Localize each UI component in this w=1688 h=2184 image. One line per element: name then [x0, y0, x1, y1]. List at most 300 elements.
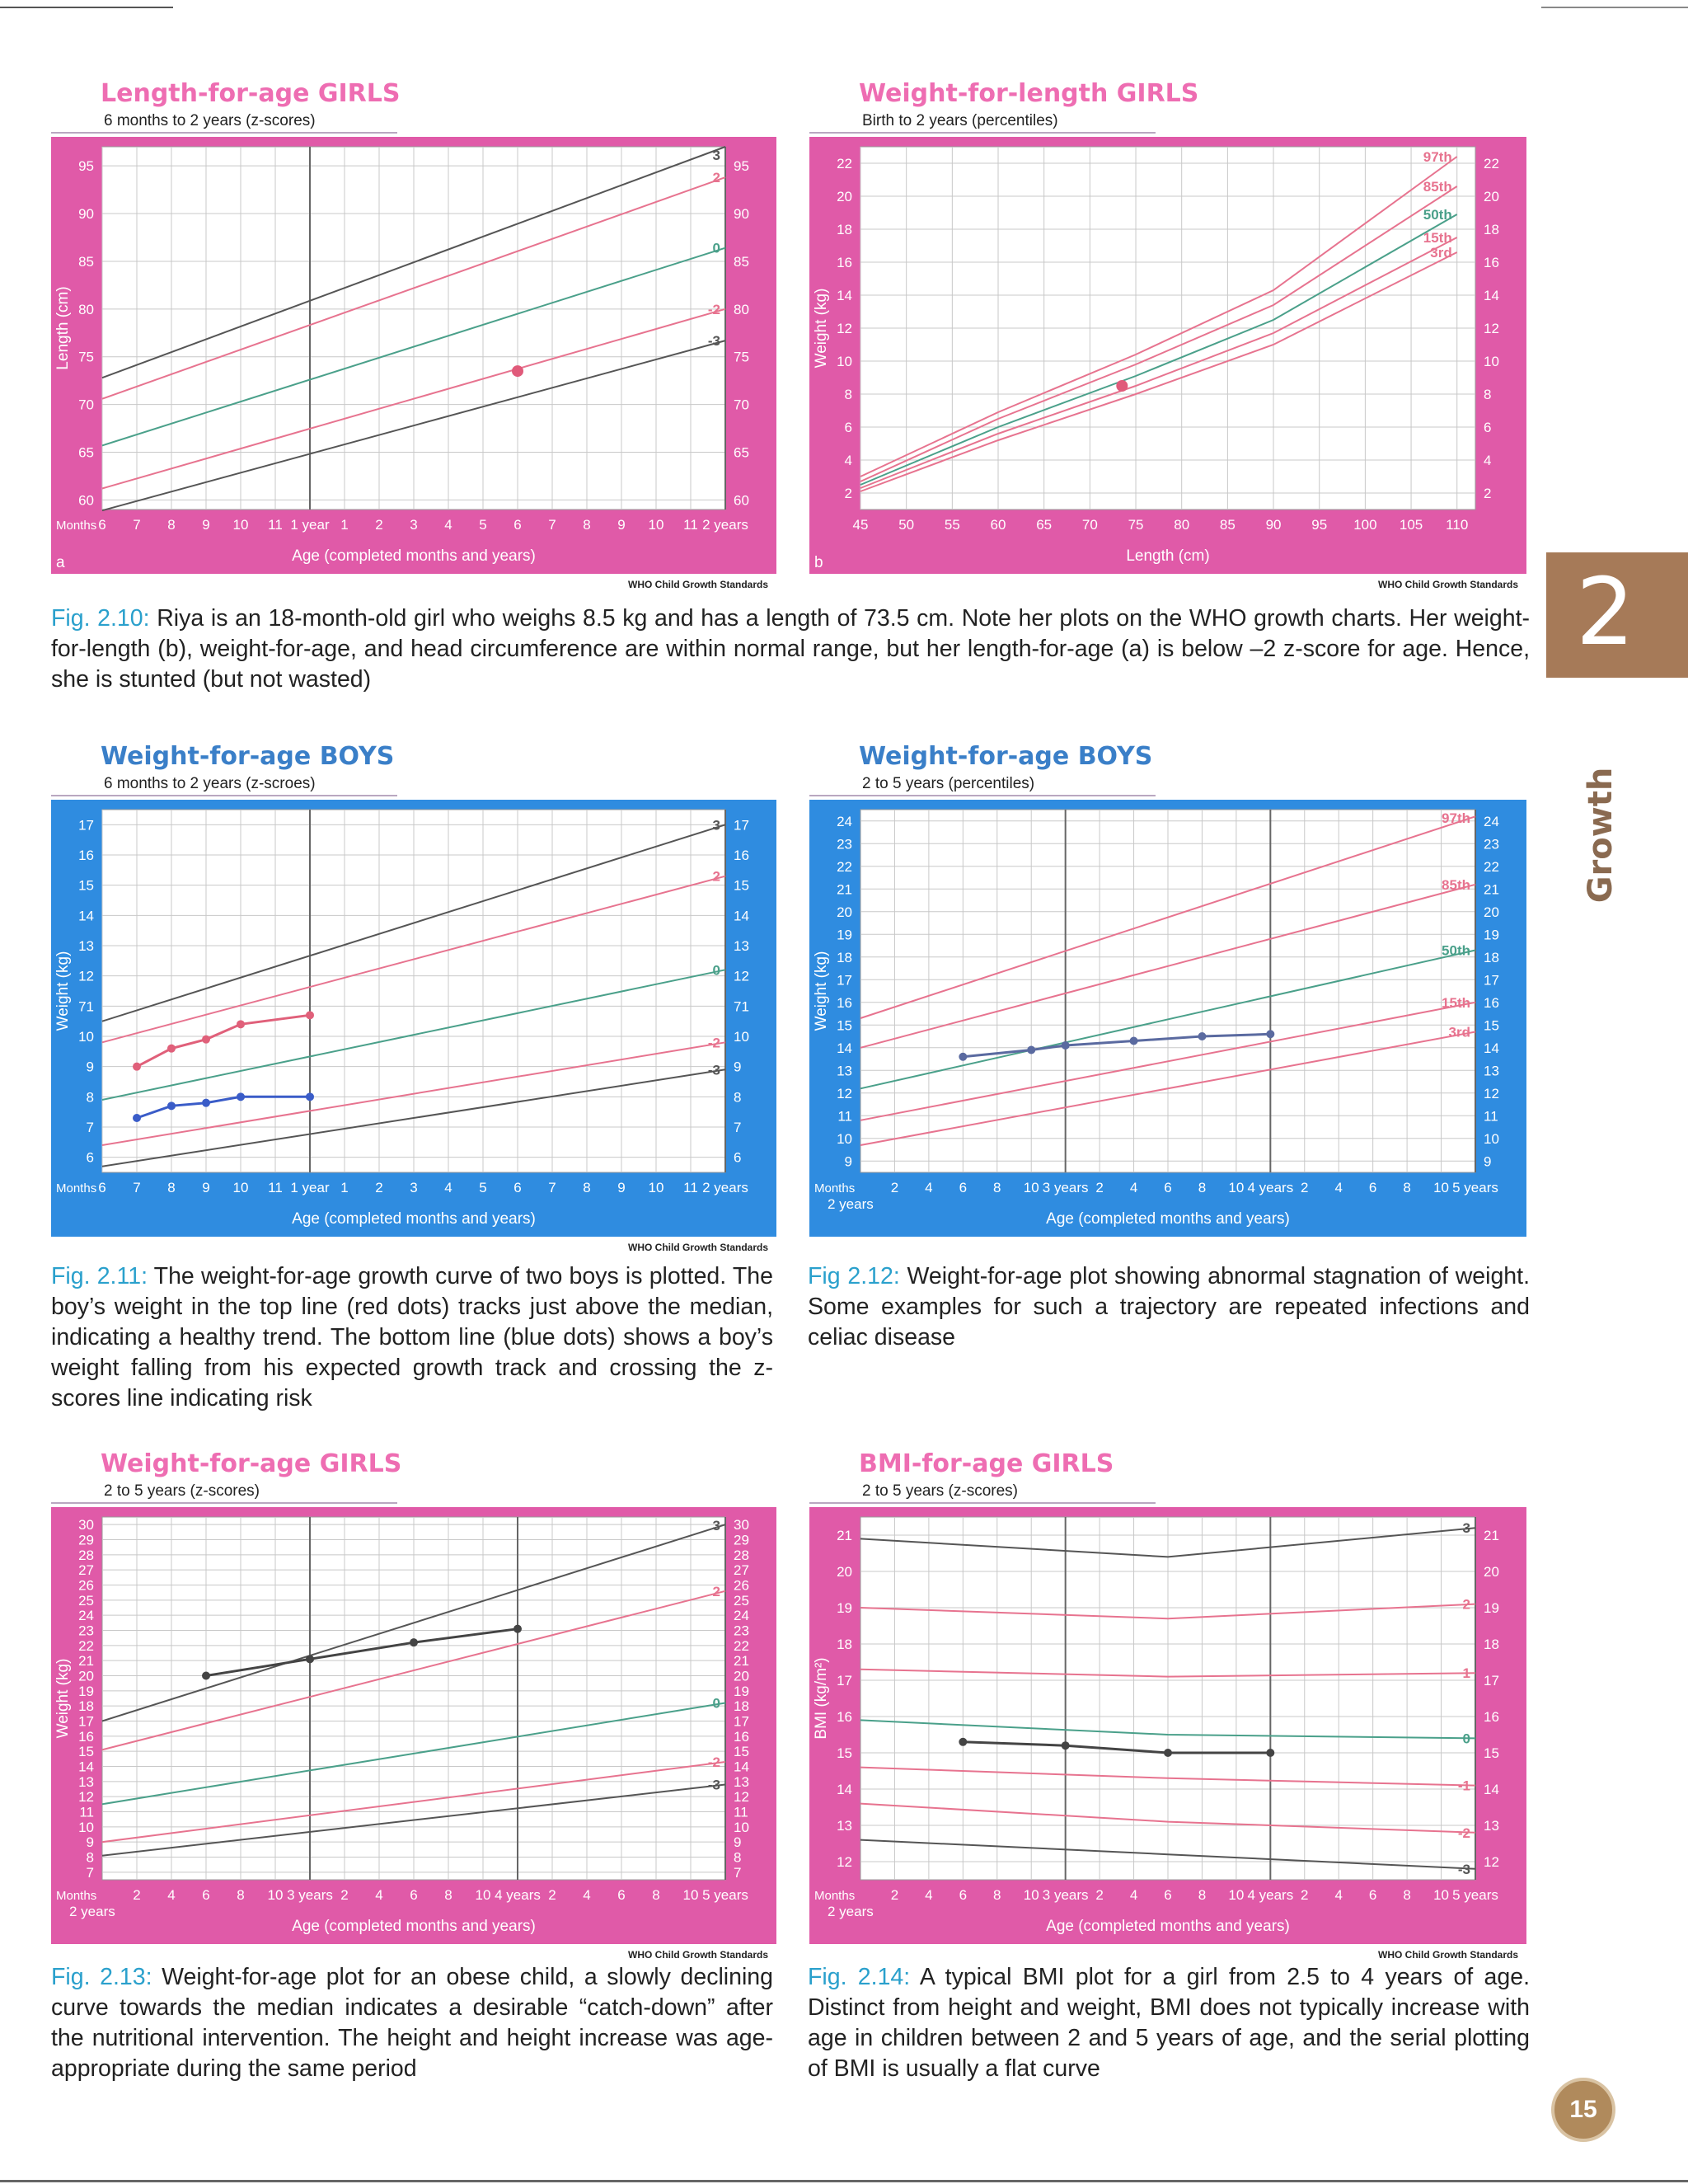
- y-tick-label-right: 24: [1484, 813, 1499, 829]
- data-point: [512, 365, 523, 377]
- x-axis-label: Age (completed months and years): [292, 1210, 536, 1228]
- x-tick-label: 2: [340, 1887, 349, 1903]
- y-tick-label-left: 71: [78, 998, 94, 1015]
- x-tick-label: 4: [167, 1887, 176, 1903]
- x-tick-label: 6: [1164, 1180, 1172, 1195]
- data-point: [306, 1655, 314, 1663]
- series-label: -2: [707, 1035, 720, 1051]
- x-axis-label: Age (completed months and years): [292, 547, 536, 565]
- series-label: 85th: [1442, 876, 1470, 893]
- title-rule: [51, 132, 397, 134]
- x-tick-label: 7: [548, 517, 556, 533]
- y-tick-label-right: 15: [1484, 1745, 1499, 1761]
- y-tick-label-left: 27: [78, 1562, 94, 1579]
- x-tick-label: 2: [1301, 1887, 1309, 1903]
- y-tick-label-right: 8: [734, 1089, 742, 1106]
- caption-fig-2-13: [51, 1962, 773, 2084]
- series-label: 0: [712, 240, 720, 256]
- x-tick-label: 3 years: [1042, 1180, 1089, 1195]
- y-tick-label-left: 30: [78, 1517, 94, 1533]
- x-tick-label: 4 years: [1247, 1887, 1294, 1903]
- x-tick-label: 4 years: [1247, 1180, 1294, 1195]
- y-tick-label-right: 4: [1484, 453, 1492, 468]
- x-tick-label: 11: [683, 1180, 698, 1195]
- x-unit-label: Months: [814, 1181, 856, 1195]
- y-tick-label-left: 18: [78, 1698, 94, 1715]
- chart-subtitle: 6 months to 2 years (z-scores): [104, 112, 316, 129]
- y-tick-label-right: 14: [1484, 288, 1499, 303]
- data-point: [202, 1099, 210, 1107]
- x-tick-label: 3 years: [1042, 1887, 1089, 1903]
- y-tick-label-left: 95: [78, 158, 94, 175]
- series-label: -2: [1457, 1825, 1470, 1841]
- y-tick-label-right: 9: [734, 1059, 742, 1075]
- y-tick-label-left: 11: [837, 1108, 852, 1125]
- series-label: 2: [712, 170, 720, 186]
- x-tick-label: 65: [1036, 517, 1053, 533]
- y-tick-label-right: 12: [734, 968, 749, 984]
- y-tick-label-right: 9: [1484, 1153, 1492, 1170]
- title-rule: [809, 132, 1156, 134]
- y-tick-label-right: 25: [734, 1592, 749, 1609]
- x-tick-label: 5: [479, 1180, 487, 1195]
- y-tick-label-left: 22: [78, 1637, 94, 1654]
- y-tick-label-left: 7: [86, 1120, 94, 1135]
- y-tick-label-right: 13: [1484, 1818, 1499, 1834]
- x-tick-label: 4: [1334, 1887, 1343, 1903]
- y-tick-label-left: 19: [78, 1683, 94, 1699]
- y-axis-label: Weight (kg): [813, 288, 830, 369]
- y-tick-label-right: 65: [734, 444, 749, 461]
- y-tick-label-right: 22: [1484, 156, 1499, 171]
- x-tick-label: 4: [1129, 1887, 1138, 1903]
- x-tick-label: 6: [1368, 1180, 1377, 1195]
- y-tick-label-left: 80: [78, 301, 94, 317]
- panel-letter: b: [814, 554, 823, 571]
- y-tick-label-right: 14: [734, 908, 749, 924]
- y-tick-label-left: 22: [837, 156, 852, 171]
- y-tick-label-right: 18: [734, 1698, 749, 1715]
- x-tick-label: 2: [890, 1180, 899, 1195]
- series-label: 15th: [1442, 994, 1470, 1011]
- caption-text: Weight-for-age plot for an obese child, a slowly declining curve towards the median indicates a desirable “catch-down” after the nutritional intervention. The height and height increase was age-appropriate during the same period: [51, 1964, 773, 2082]
- chart-source: WHO Child Growth Standards: [1378, 1949, 1518, 1961]
- y-tick-label-right: 8: [1484, 387, 1492, 402]
- x-tick-label: 1 year: [290, 517, 330, 533]
- series-label: 15th: [1423, 230, 1452, 246]
- y-tick-label-left: 16: [78, 848, 94, 863]
- x-tick-label: 6: [410, 1887, 418, 1903]
- y-tick-label-left: 65: [78, 444, 94, 461]
- y-tick-label-right: 18: [1484, 949, 1499, 965]
- y-tick-label-right: 10: [1484, 354, 1499, 369]
- series-label: 1: [1462, 1665, 1470, 1682]
- y-tick-label-right: 12: [1484, 321, 1499, 336]
- x-tick-label: 4 years: [495, 1887, 541, 1903]
- x-tick-label: 50: [898, 517, 915, 533]
- x-tick-label: 105: [1399, 517, 1423, 533]
- series-label: 3rd: [1448, 1024, 1470, 1040]
- x-tick-label: 6: [1368, 1887, 1377, 1903]
- series-label: 97th: [1423, 149, 1452, 165]
- y-tick-label-left: 10: [78, 1029, 94, 1045]
- data-point: [1130, 1037, 1138, 1045]
- x-tick-label: 5: [479, 517, 487, 533]
- data-point: [306, 1092, 314, 1101]
- x-unit-label: Months: [56, 1181, 97, 1195]
- caption-fig-label: Fig. 2.14:: [808, 1964, 911, 1990]
- x-tick-label: 2: [133, 1887, 141, 1903]
- y-tick-label-left: 10: [837, 1130, 852, 1147]
- chart-title: BMI-for-age GIRLS: [859, 1449, 1114, 1478]
- y-tick-label-right: 17: [734, 817, 749, 834]
- y-tick-label-right: 9: [734, 1834, 742, 1851]
- title-rule: [809, 795, 1156, 796]
- chart-svg: [51, 800, 776, 1237]
- x-tick-label: 10: [648, 517, 664, 533]
- y-tick-label-left: 12: [837, 1854, 852, 1870]
- series-label: -2: [707, 1754, 720, 1770]
- x-tick-label: 1: [340, 517, 349, 533]
- series-label: -3: [707, 1062, 720, 1078]
- y-tick-label-left: 15: [837, 1745, 852, 1761]
- data-point: [167, 1101, 176, 1110]
- x-tick-label: 6: [98, 517, 106, 533]
- data-point: [202, 1672, 210, 1680]
- chart-bmi-for-age-girls: [809, 1449, 1526, 1962]
- y-tick-label-right: 13: [1484, 1063, 1499, 1079]
- y-tick-label-right: 16: [1484, 994, 1499, 1011]
- series-label: 3rd: [1430, 245, 1452, 261]
- x-tick-label: 5 years: [1452, 1887, 1498, 1903]
- series-label: 3: [712, 1518, 720, 1533]
- caption-text: Riya is an 18-month-old girl who weighs 8.5 kg and has a length of 73.5 cm. Note her plots on the WHO growth charts. Her weight-for-length (b), weight-for-age, and head circumference are within normal range, but her length-for-age (a) is below –2 z-score for age. Hence, she is stunted (but not wasted): [51, 605, 1530, 693]
- y-tick-label-right: 18: [1484, 1637, 1499, 1652]
- y-tick-label-left: 21: [78, 1653, 94, 1670]
- y-tick-label-right: 16: [1484, 1709, 1499, 1725]
- y-tick-label-left: 29: [78, 1532, 94, 1548]
- chart-subtitle: 2 to 5 years (z-scores): [104, 1482, 260, 1500]
- y-axis-label: Length (cm): [54, 286, 72, 370]
- x-tick-label: 10: [682, 1887, 699, 1903]
- chart-length-for-age-girls: [51, 79, 776, 590]
- y-tick-label-right: 20: [1484, 904, 1499, 920]
- x-tick-label: 5 years: [702, 1887, 748, 1903]
- y-tick-label-right: 26: [734, 1577, 749, 1594]
- y-tick-label-right: 16: [734, 1728, 749, 1745]
- series-label: 2: [1462, 1596, 1470, 1613]
- x-tick-label: 7: [133, 1180, 141, 1195]
- chart-title: Weight-for-age BOYS: [859, 742, 1153, 771]
- x-tick-label: 10: [475, 1887, 491, 1903]
- y-tick-label-right: 20: [1484, 189, 1499, 204]
- chart-source: WHO Child Growth Standards: [628, 579, 768, 590]
- y-tick-label-left: 9: [844, 1153, 852, 1170]
- x-tick-label: 6: [202, 1887, 210, 1903]
- y-tick-label-right: 6: [1484, 420, 1492, 435]
- y-tick-label-left: 13: [78, 1773, 94, 1790]
- x-tick-label: 6: [513, 517, 522, 533]
- series-label: -2: [707, 301, 720, 317]
- x-tick-label: 2: [1095, 1180, 1104, 1195]
- y-tick-label-left: 22: [837, 858, 852, 875]
- top-rule-right: [1541, 7, 1688, 8]
- x-tick-label: 75: [1128, 517, 1144, 533]
- y-tick-label-left: 15: [837, 1017, 852, 1034]
- y-tick-label-right: 29: [734, 1532, 749, 1548]
- y-tick-label-right: 17: [1484, 1673, 1499, 1688]
- x-tick-label: 100: [1353, 517, 1377, 533]
- y-tick-label-right: 17: [1484, 972, 1499, 989]
- series-label: 85th: [1423, 179, 1452, 195]
- chart-svg: [51, 137, 776, 574]
- series-label: 3: [712, 148, 720, 163]
- y-tick-label-left: 13: [837, 1818, 852, 1834]
- x-tick-label: 10: [1433, 1180, 1450, 1195]
- y-tick-label-right: 70: [734, 397, 749, 413]
- x-tick-label: 10: [232, 1180, 249, 1195]
- x-tick-label: 70: [1081, 517, 1098, 533]
- y-tick-label-left: 12: [837, 321, 852, 336]
- y-tick-label-left: 15: [78, 1744, 94, 1760]
- x-tick-label: 6: [959, 1887, 968, 1903]
- y-tick-label-right: 12: [1484, 1854, 1499, 1870]
- chart-title: Weight-for-length GIRLS: [859, 79, 1199, 108]
- data-point: [202, 1036, 210, 1044]
- series-label: -3: [707, 333, 720, 350]
- x-tick-label: 2 years: [702, 1180, 748, 1195]
- data-point: [306, 1011, 314, 1019]
- series-label: 3: [1462, 1520, 1470, 1537]
- section-word: Growth: [1582, 767, 1620, 904]
- y-tick-label-left: 8: [86, 1849, 94, 1866]
- y-tick-label-right: 22: [1484, 858, 1499, 875]
- y-tick-label-right: 10: [734, 1819, 749, 1835]
- chart-title: Weight-for-age BOYS: [101, 742, 395, 771]
- y-tick-label-left: 12: [78, 968, 94, 984]
- bottom-rule: [0, 2180, 1688, 2182]
- y-tick-label-right: 28: [734, 1547, 749, 1563]
- x-tick-label: 8: [237, 1887, 245, 1903]
- x-tick-label: 4: [375, 1887, 383, 1903]
- y-axis-label: Weight (kg): [54, 951, 72, 1031]
- data-point: [513, 1625, 522, 1633]
- y-tick-label-right: 11: [1484, 1108, 1498, 1125]
- data-point: [1198, 1032, 1206, 1040]
- y-tick-label-left: 14: [78, 908, 94, 924]
- x-tick-label: 8: [1403, 1887, 1411, 1903]
- series-label: 2: [712, 1583, 720, 1599]
- caption-fig-label: Fig. 2.13:: [51, 1964, 152, 1990]
- x-tick-label: 8: [993, 1887, 1001, 1903]
- x-tick-label: 10: [1023, 1180, 1039, 1195]
- y-tick-label-left: 10: [78, 1819, 94, 1835]
- y-tick-label-left: 8: [844, 387, 852, 402]
- x-tick-label: 90: [1265, 517, 1282, 533]
- caption-fig-2-14: [808, 1962, 1530, 2084]
- y-tick-label-left: 12: [78, 1789, 94, 1806]
- chart-weight-for-age-girls: [51, 1449, 776, 1962]
- x-tick-label: 1 year: [290, 1180, 330, 1195]
- series-label: 50th: [1423, 207, 1452, 223]
- caption-fig-2-12: [808, 1261, 1530, 1353]
- x-tick-label: 95: [1311, 517, 1328, 533]
- x-tick-label: 9: [617, 517, 626, 533]
- series-label: 0: [1462, 1731, 1470, 1747]
- y-tick-label-right: 19: [1484, 1600, 1499, 1616]
- y-tick-label-right: 6: [734, 1149, 742, 1166]
- x-tick-label: 2: [1301, 1180, 1309, 1195]
- data-point: [1062, 1741, 1070, 1750]
- y-tick-label-left: 9: [86, 1059, 94, 1075]
- series-label: 0: [712, 962, 720, 979]
- x-tick-label: 6: [1164, 1887, 1172, 1903]
- x-tick-label: 3: [410, 517, 418, 533]
- y-tick-label-right: 15: [1484, 1017, 1499, 1034]
- caption-fig-2-11: [51, 1261, 773, 1414]
- y-tick-label-left: 90: [78, 206, 94, 223]
- x-tick-label: 3: [410, 1180, 418, 1195]
- y-tick-label-left: 20: [78, 1668, 94, 1684]
- x-tick-label: 4: [925, 1887, 933, 1903]
- y-tick-label-right: 60: [734, 492, 749, 509]
- y-tick-label-left: 21: [837, 881, 852, 898]
- y-tick-label-right: 20: [734, 1668, 749, 1684]
- x-tick-label: 55: [944, 517, 960, 533]
- chart-weight-for-age-boys-percentiles: [809, 742, 1526, 1253]
- x-tick-label: 8: [167, 1180, 176, 1195]
- y-tick-label-left: 19: [837, 927, 852, 943]
- y-tick-label-right: 19: [1484, 927, 1499, 943]
- x-tick-label: 6: [98, 1180, 106, 1195]
- y-tick-label-left: 2: [844, 486, 852, 501]
- y-tick-label-left: 23: [78, 1623, 94, 1639]
- x-tick-label: 8: [583, 517, 591, 533]
- series-label: -3: [1457, 1861, 1470, 1877]
- x-tick-label: 11: [683, 517, 698, 533]
- x-tick-label: 8: [1403, 1180, 1411, 1195]
- x-tick-label: 8: [652, 1887, 660, 1903]
- y-tick-label-left: 9: [86, 1834, 94, 1851]
- x-tick-label: 9: [202, 1180, 210, 1195]
- data-point: [133, 1063, 141, 1071]
- y-tick-label-right: 14: [734, 1759, 749, 1775]
- y-tick-label-right: 13: [734, 1773, 749, 1790]
- y-tick-label-left: 4: [844, 453, 852, 468]
- y-tick-label-left: 20: [837, 189, 852, 204]
- x-unit-label: Months: [56, 1889, 97, 1903]
- y-tick-label-left: 17: [78, 1713, 94, 1730]
- y-tick-label-right: 16: [734, 848, 749, 863]
- y-tick-label-right: 19: [734, 1683, 749, 1699]
- x-tick-label: 4: [583, 1887, 591, 1903]
- x-tick-label: 10: [1228, 1887, 1245, 1903]
- x-tick-label: 3 years: [287, 1887, 333, 1903]
- x-tick-label: 6: [513, 1180, 522, 1195]
- y-tick-label-left: 11: [79, 1804, 94, 1820]
- x-tick-label: 2: [548, 1887, 556, 1903]
- series-label: 2: [712, 868, 720, 885]
- y-tick-label-left: 60: [78, 492, 94, 509]
- y-tick-label-left: 13: [78, 938, 94, 954]
- x-tick-label: 11: [268, 517, 283, 533]
- title-rule: [51, 795, 397, 796]
- series-label: -3: [707, 1777, 720, 1793]
- x-tick-label: 8: [444, 1887, 452, 1903]
- data-point: [237, 1092, 245, 1101]
- x-start-label: 2 years: [828, 1196, 874, 1212]
- y-tick-label-left: 13: [837, 1063, 852, 1079]
- y-tick-label-left: 15: [78, 877, 94, 894]
- y-tick-label-right: 75: [734, 349, 749, 365]
- top-rule: [0, 7, 173, 8]
- x-tick-label: 10: [1023, 1887, 1039, 1903]
- data-point: [1116, 380, 1128, 392]
- y-axis-label: BMI (kg/m²): [813, 1657, 830, 1740]
- y-tick-label-right: 13: [734, 938, 749, 954]
- y-tick-label-left: 16: [837, 994, 852, 1011]
- x-axis-label: Age (completed months and years): [292, 1918, 536, 1935]
- x-tick-label: 8: [993, 1180, 1001, 1195]
- data-point: [410, 1638, 418, 1646]
- x-tick-label: 4: [1334, 1180, 1343, 1195]
- data-point: [1266, 1749, 1274, 1757]
- x-tick-label: 8: [1198, 1180, 1207, 1195]
- y-tick-label-left: 19: [837, 1600, 852, 1616]
- x-tick-label: 10: [232, 517, 249, 533]
- y-tick-label-right: 7: [734, 1120, 742, 1135]
- chart-svg: [51, 1507, 776, 1944]
- x-tick-label: 6: [617, 1887, 626, 1903]
- y-tick-label-right: 8: [734, 1849, 742, 1866]
- x-tick-label: 6: [959, 1180, 968, 1195]
- data-point: [959, 1053, 967, 1061]
- x-tick-label: 9: [202, 517, 210, 533]
- y-tick-label-left: 18: [837, 949, 852, 965]
- x-tick-label: 2 years: [702, 517, 748, 533]
- y-tick-label-right: 18: [1484, 222, 1499, 237]
- y-tick-label-right: 80: [734, 301, 749, 317]
- title-rule: [809, 1502, 1156, 1504]
- y-tick-label-left: 70: [78, 397, 94, 413]
- data-point: [237, 1020, 245, 1028]
- y-tick-label-left: 18: [837, 1637, 852, 1652]
- y-axis-label: Weight (kg): [54, 1658, 72, 1739]
- y-tick-label-right: 23: [734, 1623, 749, 1639]
- chart-svg: [809, 137, 1526, 574]
- y-tick-label-right: 23: [1484, 836, 1499, 852]
- y-tick-label-left: 26: [78, 1577, 94, 1594]
- x-axis-label: Age (completed months and years): [1046, 1210, 1290, 1228]
- y-tick-label-right: 12: [734, 1789, 749, 1806]
- x-unit-label: Months: [814, 1889, 856, 1903]
- y-tick-label-right: 15: [734, 877, 749, 894]
- caption-fig-label: Fig 2.12:: [808, 1263, 900, 1289]
- chart-title: Weight-for-age GIRLS: [101, 1449, 402, 1478]
- data-point: [167, 1045, 176, 1053]
- panel-letter: a: [56, 554, 65, 571]
- chart-svg: [809, 1507, 1526, 1944]
- y-tick-label-left: 16: [78, 1728, 94, 1745]
- y-tick-label-left: 14: [837, 1782, 852, 1797]
- y-tick-label-right: 85: [734, 253, 749, 270]
- x-tick-label: 85: [1219, 517, 1236, 533]
- x-tick-label: 10: [1433, 1887, 1450, 1903]
- x-tick-label: 45: [852, 517, 869, 533]
- y-tick-label-right: 21: [734, 1653, 749, 1670]
- title-rule: [51, 1502, 397, 1504]
- y-tick-label-right: 24: [734, 1608, 749, 1624]
